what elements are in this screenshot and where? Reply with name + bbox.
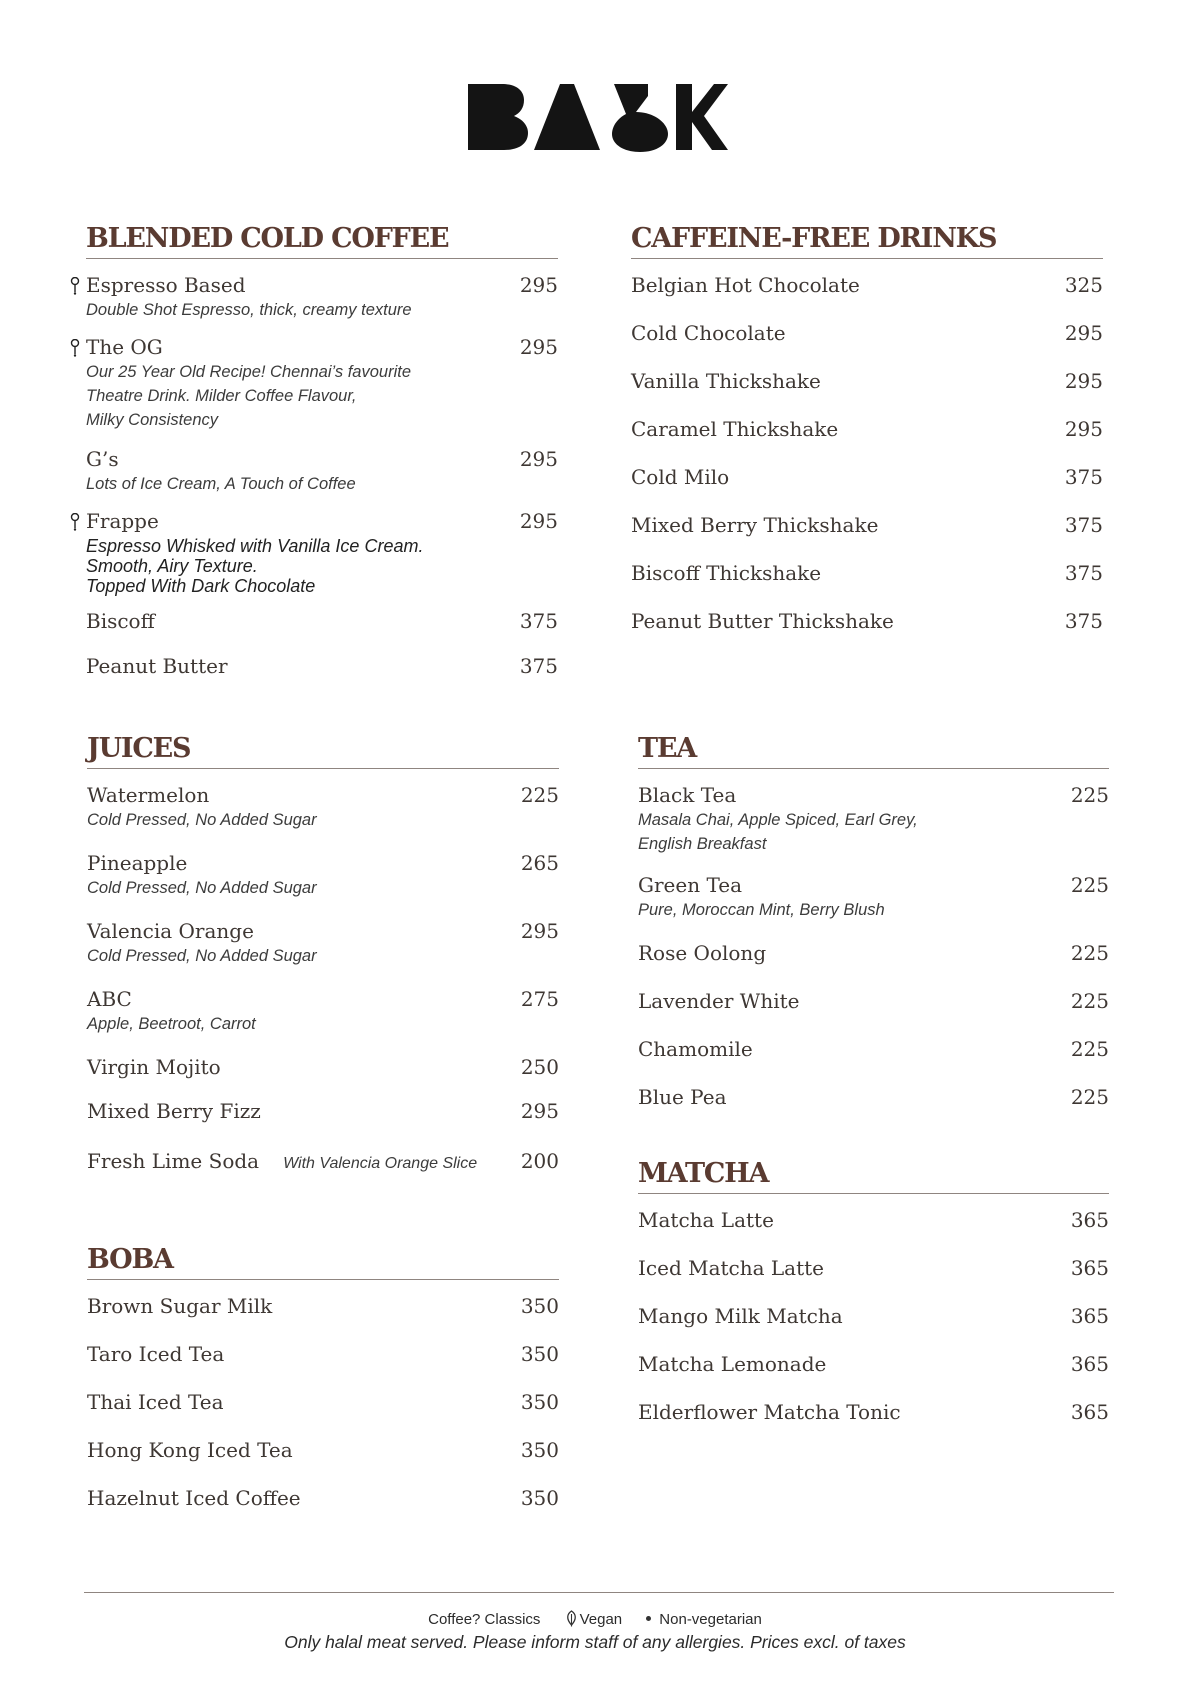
menu-item: [638, 1399, 1109, 1425]
legend-nonveg-label: Non-vegetarian: [659, 1611, 762, 1628]
item-name: Virgin Mojito: [87, 1055, 221, 1079]
item-price: 295: [1064, 321, 1103, 345]
item-price: 225: [1070, 783, 1109, 807]
item-price: 325: [1064, 273, 1103, 297]
section-title: TEA: [638, 733, 697, 764]
menu-item: [86, 334, 558, 432]
legend-nonveg: [646, 1611, 762, 1628]
item-name: Cold Milo: [631, 465, 730, 489]
item-price: 350: [520, 1438, 559, 1462]
section-tea: [638, 733, 1109, 1110]
item-name: Fresh Lime Soda: [87, 1149, 260, 1173]
item-description: Our 25 Year Old Recipe! Chennai’s favourite Theatre Drink. Milder Coffee Flavour, Milky Consistency: [86, 363, 411, 429]
item-price: 365: [1070, 1208, 1109, 1232]
menu-item: [87, 1148, 559, 1177]
item-name: Iced Matcha Latte: [638, 1256, 825, 1280]
item-note: With Valencia Orange Slice: [283, 1155, 478, 1172]
item-price: 375: [1064, 609, 1103, 633]
item-name: Blue Pea: [638, 1085, 727, 1109]
section-boba: [87, 1244, 559, 1511]
item-name: Brown Sugar Milk: [87, 1294, 273, 1318]
menu-item: [86, 608, 558, 634]
item-name: Watermelon: [87, 783, 210, 807]
item-price: 375: [1064, 465, 1103, 489]
bask-logo: [468, 82, 728, 152]
item-price: 295: [520, 1099, 559, 1123]
menu-item: [631, 464, 1103, 490]
item-price: 225: [1070, 941, 1109, 965]
item-description: Espresso Whisked with Vanilla Ice Cream. Smooth, Airy Texture. Topped With Dark Chocolate: [86, 536, 424, 596]
item-name: The OG: [86, 335, 163, 359]
menu-item: [638, 1303, 1109, 1329]
menu-item: [87, 850, 559, 900]
item-name: Belgian Hot Chocolate: [631, 273, 860, 297]
item-price: 375: [1064, 561, 1103, 585]
menu-item: [638, 1036, 1109, 1062]
item-name: Hazelnut Iced Coffee: [87, 1486, 301, 1510]
classic-coffee-icon: [70, 339, 80, 357]
menu-item: [638, 1084, 1109, 1110]
item-price: 350: [520, 1486, 559, 1510]
menu-item: [638, 1207, 1109, 1233]
item-description: Double Shot Espresso, thick, creamy texture: [86, 301, 412, 319]
menu-item: [638, 1255, 1109, 1281]
menu-item: [638, 988, 1109, 1014]
item-price: 295: [1064, 369, 1103, 393]
legend: [0, 1610, 1190, 1628]
section-title: JUICES: [87, 733, 191, 764]
item-description: Lots of Ice Cream, A Touch of Coffee: [86, 475, 356, 493]
item-price: 350: [520, 1294, 559, 1318]
menu-item: [87, 1389, 559, 1415]
menu-item: [87, 1485, 559, 1511]
menu-item: [87, 782, 559, 832]
menu-item: [631, 512, 1103, 538]
item-name: G’s: [86, 447, 119, 471]
item-name: Mixed Berry Thickshake: [631, 513, 879, 537]
item-price: 225: [1070, 1037, 1109, 1061]
item-price: 350: [520, 1342, 559, 1366]
menu-item: [87, 986, 559, 1036]
item-name: Mixed Berry Fizz: [87, 1099, 261, 1123]
item-price: 375: [519, 654, 558, 678]
item-name: Espresso Based: [86, 273, 246, 297]
item-price: 275: [520, 987, 559, 1011]
item-name: Vanilla Thickshake: [631, 369, 821, 393]
item-name: Mango Milk Matcha: [638, 1304, 843, 1328]
section-divider: [87, 1279, 559, 1280]
item-name: Peanut Butter: [86, 654, 228, 678]
item-price: 295: [1064, 417, 1103, 441]
item-price: 295: [519, 335, 558, 359]
item-name: Biscoff: [86, 609, 155, 633]
item-description: Apple, Beetroot, Carrot: [87, 1015, 256, 1033]
section-divider: [87, 768, 559, 769]
section-caffeine-free: [631, 223, 1103, 634]
item-description: Cold Pressed, No Added Sugar: [87, 947, 317, 965]
item-name: Matcha Latte: [638, 1208, 774, 1232]
section-divider: [631, 258, 1103, 259]
item-price: 365: [1070, 1400, 1109, 1424]
section-title: BOBA: [87, 1244, 173, 1275]
item-price: 225: [520, 783, 559, 807]
item-name: Rose Oolong: [638, 941, 767, 965]
item-price: 225: [1070, 1085, 1109, 1109]
item-name: ABC: [87, 987, 132, 1011]
item-description: Cold Pressed, No Added Sugar: [87, 811, 317, 829]
item-price: 295: [519, 509, 558, 533]
menu-item: [87, 1341, 559, 1367]
item-description: Masala Chai, Apple Spiced, Earl Grey, English Breakfast: [638, 811, 918, 853]
disclaimer: Only halal meat served. Please inform staff of any allergies. Prices excl. of taxes: [284, 1632, 906, 1652]
section-matcha: [638, 1158, 1109, 1425]
nonveg-dot-icon: [646, 1616, 651, 1621]
legend-vegan-label: Vegan: [579, 1611, 623, 1628]
item-price: 365: [1070, 1304, 1109, 1328]
item-name: Caramel Thickshake: [631, 417, 839, 441]
item-name: Peanut Butter Thickshake: [631, 609, 894, 633]
classic-coffee-icon: [70, 277, 80, 295]
item-price: 295: [519, 447, 558, 471]
menu-item: [631, 608, 1103, 634]
item-price: 375: [1064, 513, 1103, 537]
menu-item: [638, 1351, 1109, 1377]
section-title: CAFFEINE-FREE DRINKS: [631, 223, 997, 254]
item-name: Thai Iced Tea: [87, 1390, 224, 1414]
item-price: 225: [1070, 873, 1109, 897]
item-name: Hong Kong Iced Tea: [87, 1438, 293, 1462]
section-juices: [87, 733, 559, 1177]
item-name: Black Tea: [638, 783, 737, 807]
item-price: 295: [519, 273, 558, 297]
classic-coffee-icon: [70, 513, 80, 531]
menu-item: [87, 1437, 559, 1463]
item-name: Valencia Orange: [87, 919, 254, 943]
menu-item: [86, 508, 558, 596]
vegan-leaf-icon: [565, 1610, 578, 1627]
item-name: Biscoff Thickshake: [631, 561, 822, 585]
item-name: Taro Iced Tea: [87, 1342, 225, 1366]
menu-item: [638, 940, 1109, 966]
item-name: Frappe: [86, 509, 159, 533]
menu-item: [631, 416, 1103, 442]
menu-item: [86, 653, 558, 679]
menu-item: [631, 320, 1103, 346]
menu-item: [631, 560, 1103, 586]
item-price: 350: [520, 1390, 559, 1414]
item-price: 265: [520, 851, 559, 875]
section-divider: [638, 768, 1109, 769]
item-name: Matcha Lemonade: [638, 1352, 827, 1376]
item-name-with-note: [87, 1148, 477, 1177]
item-name: Cold Chocolate: [631, 321, 786, 345]
item-name: Elderflower Matcha Tonic: [638, 1400, 901, 1424]
item-name: Chamomile: [638, 1037, 753, 1061]
menu-item: [638, 782, 1109, 856]
section-divider: [638, 1193, 1109, 1194]
item-price: 250: [520, 1055, 559, 1079]
section-blended-cold-coffee: [86, 223, 558, 679]
menu-item: [87, 918, 559, 968]
legend-classics: [428, 1611, 540, 1628]
item-price: 295: [520, 919, 559, 943]
legend-vegan: [565, 1610, 623, 1628]
item-price: 365: [1070, 1256, 1109, 1280]
item-price: 200: [520, 1149, 559, 1173]
item-name: Green Tea: [638, 873, 742, 897]
item-price: 225: [1070, 989, 1109, 1013]
item-price: 375: [519, 609, 558, 633]
item-description: Cold Pressed, No Added Sugar: [87, 879, 317, 897]
section-title: BLENDED COLD COFFEE: [86, 223, 449, 254]
item-price: 365: [1070, 1352, 1109, 1376]
menu-item: [631, 272, 1103, 298]
menu-item: [87, 1098, 559, 1124]
section-divider: [86, 258, 558, 259]
menu-item: [631, 368, 1103, 394]
menu-item: [86, 272, 558, 322]
legend-classics-label: Coffee? Classics: [428, 1611, 541, 1628]
section-title: MATCHA: [638, 1158, 769, 1189]
menu-item: [87, 1054, 559, 1080]
menu-item: [86, 446, 558, 496]
footer-divider: [84, 1592, 1114, 1593]
item-description: Pure, Moroccan Mint, Berry Blush: [638, 901, 885, 919]
menu-item: [638, 872, 1109, 922]
menu-item: [87, 1293, 559, 1319]
item-name: Lavender White: [638, 989, 800, 1013]
item-name: Pineapple: [87, 851, 188, 875]
